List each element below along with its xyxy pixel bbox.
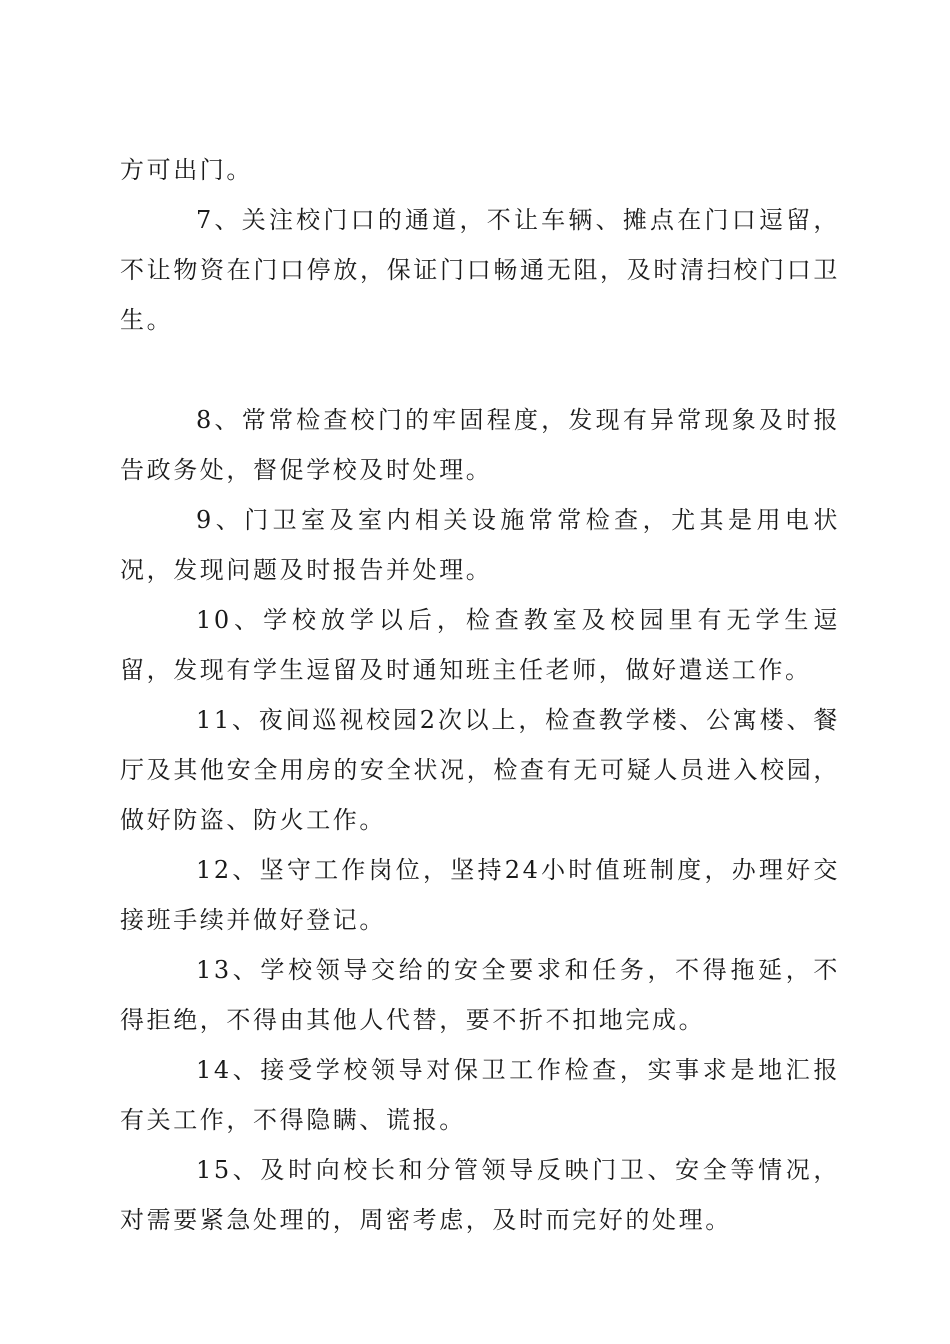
paragraph-item-8: 8、常常检查校门的牢固程度，发现有异常现象及时报告政务处，督促学校及时处理。 (120, 406, 840, 484)
document-body (120, 145, 840, 1245)
paragraph-item-15: 15、及时向校长和分管领导反映门卫、安全等情况，对需要紧急处理的，周密考虑，及时而完好的处理。 (120, 1156, 840, 1234)
paragraph-item-11: 11、夜间巡视校园2次以上，检查教学楼、公寓楼、餐厅及其他安全用房的安全状况，检查有无可疑人员进入校园，做好防盗、防火工作。 (120, 706, 840, 834)
paragraph-item-9: 9、门卫室及室内相关设施常常检查，尤其是用电状况，发现问题及时报告并处理。 (120, 506, 840, 584)
paragraph-item-12: 12、坚守工作岗位，坚持24小时值班制度，办理好交接班手续并做好登记。 (120, 856, 840, 934)
paragraph-item-10: 10、学校放学以后，检查教室及校园里有无学生逗留，发现有学生逗留及时通知班主任老师，做好遣送工作。 (120, 606, 840, 684)
paragraph-item-13: 13、学校领导交给的安全要求和任务，不得拖延，不得拒绝，不得由其他人代替，要不折不扣地完成。 (120, 956, 840, 1034)
paragraph-continuation: 方可出门。 (120, 156, 253, 184)
paragraph-item-14: 14、接受学校领导对保卫工作检查，实事求是地汇报有关工作，不得隐瞒、谎报。 (120, 1056, 840, 1134)
paragraph-item-7: 7、关注校门口的通道，不让车辆、摊点在门口逗留，不让物资在门口停放，保证门口畅通无阻，及时清扫校门口卫生。 (120, 206, 840, 334)
paragraph-gap (120, 345, 840, 395)
